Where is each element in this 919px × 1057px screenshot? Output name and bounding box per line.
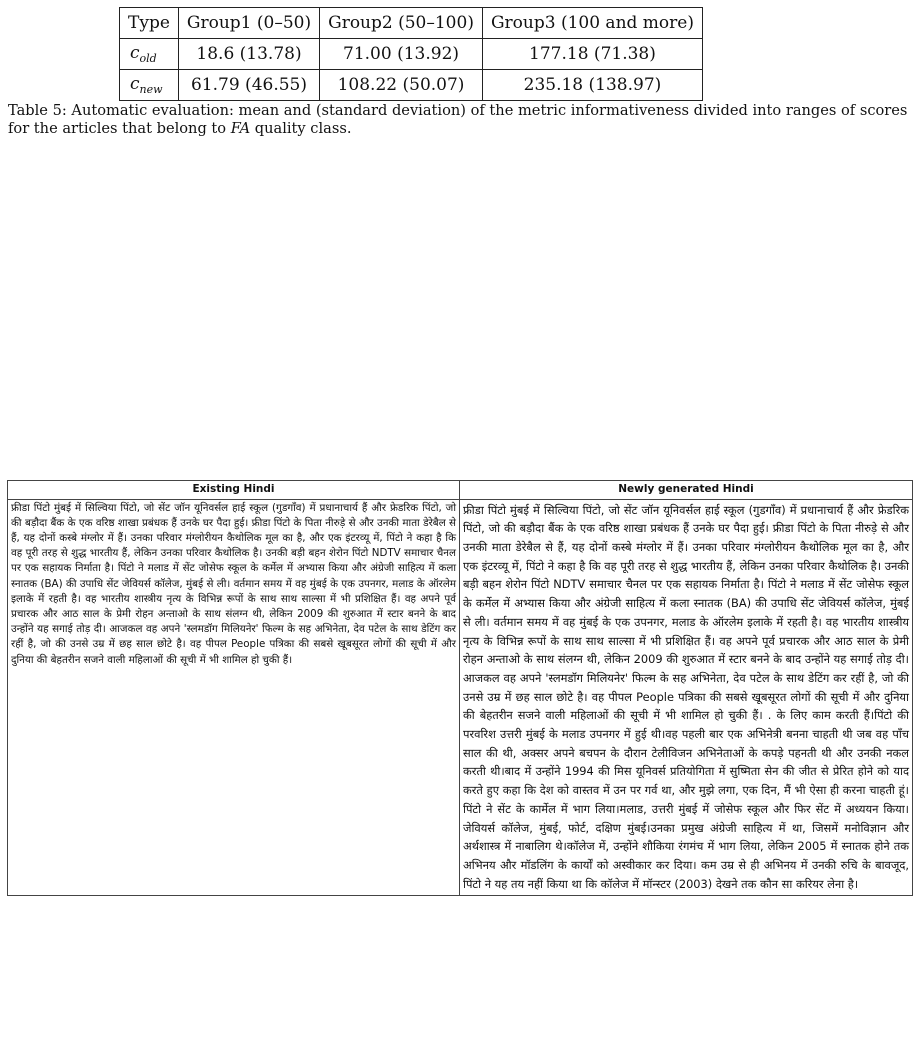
header-cell: Group1 (0–50)	[178, 8, 319, 39]
caption-text: Table 5: Automatic evaluation: mean and (standard deviation) of the metric informativeness divided into ranges of scores for the articles that belong to	[8, 102, 908, 137]
hindi-comparison-table	[7, 480, 913, 896]
header-cell: Group2 (50–100)	[320, 8, 483, 39]
generated-hindi-text: फ्रीडा पिंटो मुंबई में सिल्विया पिंटो, जो सेंट जॉन यूनिवर्सल हाई स्कूल (गुडगाँव) में प्रधानाचार्य हैं और फ्रेडरिक पिंटो, जो की बड़ौदा बैंक के एक वरिष्ठ शाखा प्रबंधक हैं उनके घर पैदा हुई। फ्रीडा पिंटो के पिता नीरुड़े से और उनकी माता डेरेबैल से हैं, यह दोनों कस्बे मंग्लोर में हैं। उनका परिवार मंग्लोरीयन कैथोलिक मूल का है, और एक इंटरव्यू में, पिंटो ने कहा है कि वह पूरी तरह से शुद्ध भारतीय हैं, लेकिन उनका परिवार कैथोलिक है। उनकी बड़ी बहन शेरोन पिंटो NDTV समाचार चैनल पर एक सहायक निर्माता है। पिंटो ने मलाड में सेंट जोसेफ स्कूल के कर्मेल में अभ्यास किया और अंग्रेजी साहित्य में कला स्नातक (BA) की उपाधि सेंट जेवियर्स कॉलेज, मुंबई से ली। वर्तमान समय में वह मुंबई के एक उपनगर, मलाड के ऑरलेम इलाके में रहती है। वह भारतीय शास्त्रीय नृत्य के विभिन्न रूपों के साथ साथ साल्सा में भी प्रशिक्षित हैं। वह अपने पूर्व प्रचारक और आठ साल के प्रेमी रोहन अन्ताओ के साथ संलग्न थी, लेकिन 2009 की शुरुआत में स्टार बनने के बाद उन्होंने यह सगाई तोड़ दी। आजकल वह अपने 'स्लमडॉग मिलियनेर' फिल्म के सह अभिनेता, देव पटेल के साथ डेटिंग कर रहीं है, जो की उनसे उम्र में छह साल छोटे है। वह पीपल People पत्रिका की सबसे खूबसूरत लोगों की सूची में और दुनिया की बेहतरीन सजने वाली महिलाओं की सूची में भी शामिल हो चुकी हैं। . के लिए काम करती हैं।पिंटो की परवरिश उत्तरी मुंबई के मलाड उपनगर में हुई थी।वह पहली बार एक अभिनेत्री बनना चाहती थी जब वह पाँच साल की थी, अक्सर अपने बचपन के दौरान टेलीविजन अभिनेताओं के कपड़े पहनती थी और उनकी नकल करती थी।बाद में उन्होंने 1994 की मिस यूनिवर्स प्रतियोगिता में सुष्मिता सेन की जीत से प्रेरित होने को याद करते हुए कहा कि देश को वास्तव में उन पर गर्व था, और मुझे लगा, एक दिन, मैं भी ऐसा ही करना चाहती हूं।पिंटो ने सेंट के कार्मेल में भाग लिया।मलाड, उत्तरी मुंबई में जोसेफ स्कूल और फिर सेंट में अध्ययन किया।जेवियर्स कॉलेज, मुंबई, फोर्ट, दक्षिण मुंबई।उनका प्रमुख अंग्रेजी साहित्य में था, जिसमें मनोविज्ञान और अर्थशास्त्र में नाबालिग थे।कॉलेज में, उन्होंने शौकिया रंगमंच में भाग लिया, लेकिन 2005 में स्नातक होने तक अभिनय और मॉडलिंग के कार्यों को अस्वीकार कर दिया। कम उम्र से ही अभिनय में उनकी रुचि के बावजूद, पिंटो ने यह तय नहीं किया था कि कॉलेज में मॉन्स्टर (2003) देखने तक कौन सा करियर लेना है।	[460, 499, 913, 896]
row-label	[120, 39, 179, 70]
generated-hindi-header: Newly generated Hindi	[460, 481, 913, 500]
table-cell: 177.18 (71.38)	[482, 39, 702, 70]
table-cell: 235.18 (138.97)	[482, 70, 702, 101]
row-label	[120, 70, 179, 101]
hindi-body-row	[8, 499, 913, 896]
table-caption	[8, 102, 913, 138]
row-label-subscript: new	[139, 83, 163, 96]
table-row	[120, 39, 703, 70]
results-table	[119, 7, 703, 101]
hindi-header-row	[8, 481, 913, 500]
table-cell: 108.22 (50.07)	[320, 70, 483, 101]
header-cell: Group3 (100 and more)	[482, 8, 702, 39]
header-cell: Type	[120, 8, 179, 39]
table-row	[120, 70, 703, 101]
caption-text-end: quality class.	[250, 120, 352, 137]
table-cell: 18.6 (13.78)	[178, 39, 319, 70]
table-cell: 61.79 (46.55)	[178, 70, 319, 101]
existing-hindi-header: Existing Hindi	[8, 481, 460, 500]
row-label-subscript: old	[139, 52, 157, 65]
row-label-base: c	[130, 43, 140, 63]
table-cell: 71.00 (13.92)	[320, 39, 483, 70]
caption-italic: FA	[230, 120, 251, 137]
table-header-row	[120, 8, 703, 39]
existing-hindi-text: फ्रीडा पिंटो मुंबई में सिल्विया पिंटो, जो सेंट जॉन यूनिवर्सल हाई स्कूल (गुडगाँव) में प्रधानाचार्य हैं और फ्रेडरिक पिंटो, जो की बड़ौदा बैंक के एक वरिष्ठ शाखा प्रबंधक हैं उनके घर पैदा हुई। फ्रीडा पिंटो के पिता नीरुड़े से और उनकी माता डेरेबैल से हैं, यह दोनों कस्बे मंग्लोर में हैं। उनका परिवार मंग्लोरीयन कैथोलिक मूल का है, और एक इंटरव्यू में, पिंटो ने कहा है कि वह पूरी तरह से शुद्ध भारतीय हैं, लेकिन उनका परिवार कैथोलिक है। उनकी बड़ी बहन शेरोन पिंटो NDTV समाचार चैनल पर एक सहायक निर्माता है। पिंटो ने मलाड में सेंट जोसेफ स्कूल के कर्मेल में अभ्यास किया और अंग्रेजी साहित्य में कला स्नातक (BA) की उपाधि सेंट जेवियर्स कॉलेज, मुंबई से ली। वर्तमान समय में वह मुंबई के एक उपनगर, मलाड के ऑरलेम इलाके में रहती है। वह भारतीय शास्त्रीय नृत्य के विभिन्न रूपों के साथ साथ साल्सा में भी प्रशिक्षित हैं। वह अपने पूर्व प्रचारक और आठ साल के प्रेमी रोहन अन्ताओ के साथ संलग्न थी, लेकिन 2009 की शुरुआत में स्टार बनने के बाद उन्होंने यह सगाई तोड़ दी। आजकल वह अपने 'स्लमडॉग मिलियनेर' फिल्म के सह अभिनेता, देव पटेल के साथ डेटिंग कर रहीं है, जो की उनसे उम्र में छह साल छोटे है। वह पीपल People पत्रिका की सबसे खूबसूरत लोगों की सूची में और दुनिया की बेहतरीन सजने वाली महिलाओं की सूची में भी शामिल हो चुकी हैं।	[8, 499, 460, 896]
row-label-base: c	[130, 74, 140, 94]
